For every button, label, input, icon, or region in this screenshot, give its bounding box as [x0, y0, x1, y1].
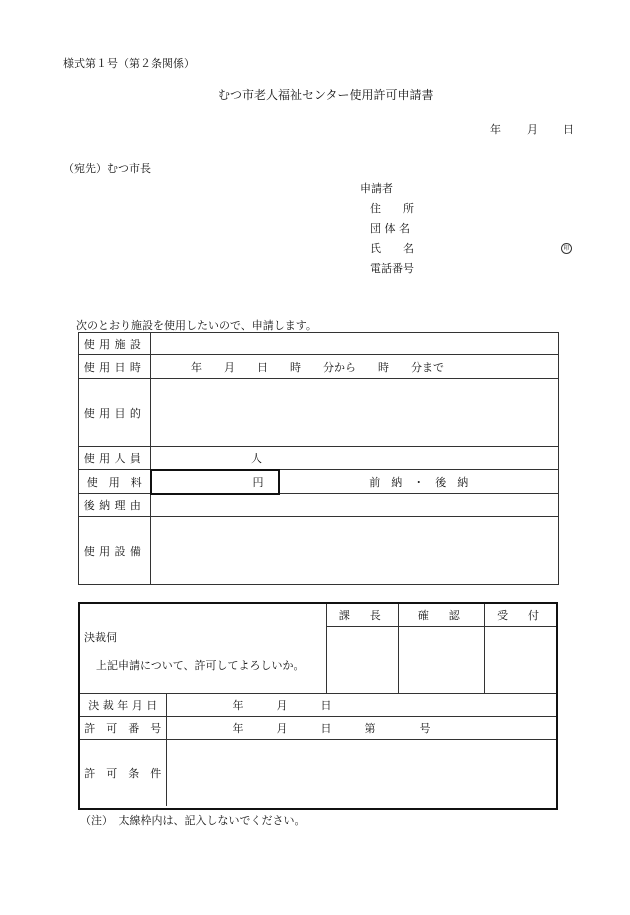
- date-year: 年: [490, 123, 501, 136]
- phone-label: 電話番号: [370, 262, 414, 275]
- name-label: 氏 名: [370, 242, 414, 255]
- applicant-heading: 申請者: [360, 182, 393, 195]
- facility-field[interactable]: [151, 333, 559, 355]
- application-table: [78, 332, 559, 585]
- approval-text: 上記申請について、許可してよろしいか。: [96, 659, 305, 672]
- fee-payment-option[interactable]: 前 納 ・ 後 納: [279, 470, 559, 494]
- row-people: [79, 447, 559, 470]
- row-datetime: [79, 355, 559, 379]
- permit-number-field[interactable]: 年 月 日 第 号: [166, 716, 556, 739]
- people-field[interactable]: [151, 447, 559, 470]
- row-facility: [79, 333, 559, 355]
- permit-number-label: 許 可 番 号: [80, 716, 166, 739]
- people-label: 使用人員: [79, 447, 151, 470]
- equipment-label: 使用設備: [79, 517, 151, 585]
- purpose-field[interactable]: [151, 379, 559, 447]
- people-unit: 人: [251, 451, 262, 465]
- row-equipment: [79, 517, 559, 585]
- confirm-header: 確 認: [398, 604, 484, 626]
- postpay-reason-field[interactable]: [151, 494, 559, 517]
- postpay-reason-label: 後納理由: [79, 494, 151, 517]
- seal-label: 印: [561, 243, 572, 254]
- footnote: （注） 太線枠内は、記入しないでください。: [80, 814, 306, 827]
- group-name-label: 団 体 名: [370, 222, 410, 235]
- facility-label: 使用施設: [79, 333, 151, 355]
- approval-header-row: [80, 604, 556, 626]
- fee-unit: 円: [252, 475, 264, 489]
- permit-number-row: [80, 716, 556, 739]
- permit-conditions-field[interactable]: [166, 739, 556, 806]
- section-chief-stamp[interactable]: [326, 626, 398, 693]
- permit-conditions-row: [80, 739, 556, 806]
- section-chief-header: 課 長: [326, 604, 398, 626]
- approval-heading: 決裁伺: [84, 631, 117, 644]
- datetime-field[interactable]: 年 月 日 時 分から 時 分まで: [151, 355, 559, 379]
- decision-date-label: 決 裁 年 月 日: [80, 693, 166, 716]
- seal-mark: [561, 240, 572, 254]
- form-number: 様式第１号（第２条関係）: [63, 57, 195, 70]
- fee-label: 使 用 料: [79, 470, 151, 494]
- decision-date-field[interactable]: 年 月 日: [166, 693, 556, 716]
- permit-conditions-label: 許 可 条 件: [80, 739, 166, 806]
- row-postpay: [79, 494, 559, 517]
- intro-text: 次のとおり施設を使用したいので、申請します。: [76, 319, 317, 332]
- approval-request-cell: [80, 604, 326, 693]
- page-title: むつ市老人福祉センター使用許可申請書: [218, 88, 434, 102]
- datetime-label: 使用日時: [79, 355, 151, 379]
- fee-field[interactable]: [151, 470, 279, 494]
- decision-date-row: [80, 693, 556, 716]
- address-label: 住 所: [370, 202, 414, 215]
- reception-header: 受 付: [484, 604, 556, 626]
- date-month: 月: [527, 123, 538, 136]
- row-purpose: [79, 379, 559, 447]
- row-fee: [79, 470, 559, 494]
- purpose-label: 使用目的: [79, 379, 151, 447]
- date-day: 日: [563, 123, 574, 136]
- approval-table: [80, 604, 556, 806]
- confirm-stamp[interactable]: [398, 626, 484, 693]
- reception-stamp[interactable]: [484, 626, 556, 693]
- equipment-field[interactable]: [151, 517, 559, 585]
- addressee: （宛先）むつ市長: [63, 162, 151, 175]
